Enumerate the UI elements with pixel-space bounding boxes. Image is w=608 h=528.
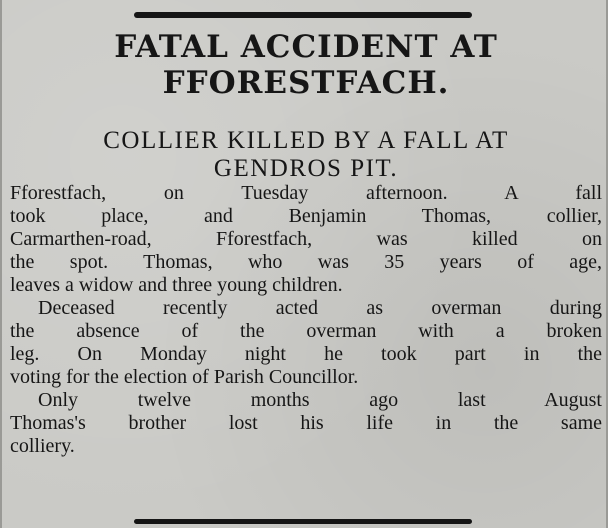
body-line: the absence of the overman with a broken	[10, 320, 602, 342]
subheadline-line-2: GENDROS PIT.	[213, 155, 399, 182]
headline-line-2: FFORESTFACH.	[162, 65, 450, 101]
body-line: leaves a widow and three young children.	[10, 274, 343, 296]
body-line: Deceased recently acted as overman during	[38, 297, 602, 319]
headline-line-1: FATAL ACCIDENT AT	[114, 29, 498, 65]
body-line: the spot. Thomas, who was 35 years of age,	[10, 251, 602, 273]
subheadline-line-1: COLLIER KILLED BY A FALL AT	[103, 127, 509, 154]
body-line: voting for the election of Parish Councillor.	[10, 366, 359, 388]
body-line: Thomas's brother lost his life in the same	[10, 412, 602, 434]
body-line: leg. On Monday night he took part in the	[10, 343, 602, 365]
body-line: Only twelve months ago last August	[38, 389, 602, 411]
bottom-rule	[134, 519, 472, 524]
body-line: took place, and Benjamin Thomas, collier,	[10, 205, 602, 227]
body-line: Carmarthen-road, Fforestfach, was killed on	[10, 228, 602, 250]
body-line: colliery.	[10, 435, 75, 457]
body-line: Fforestfach, on Tuesday afternoon. A fall	[10, 182, 602, 204]
top-rule	[134, 12, 472, 18]
